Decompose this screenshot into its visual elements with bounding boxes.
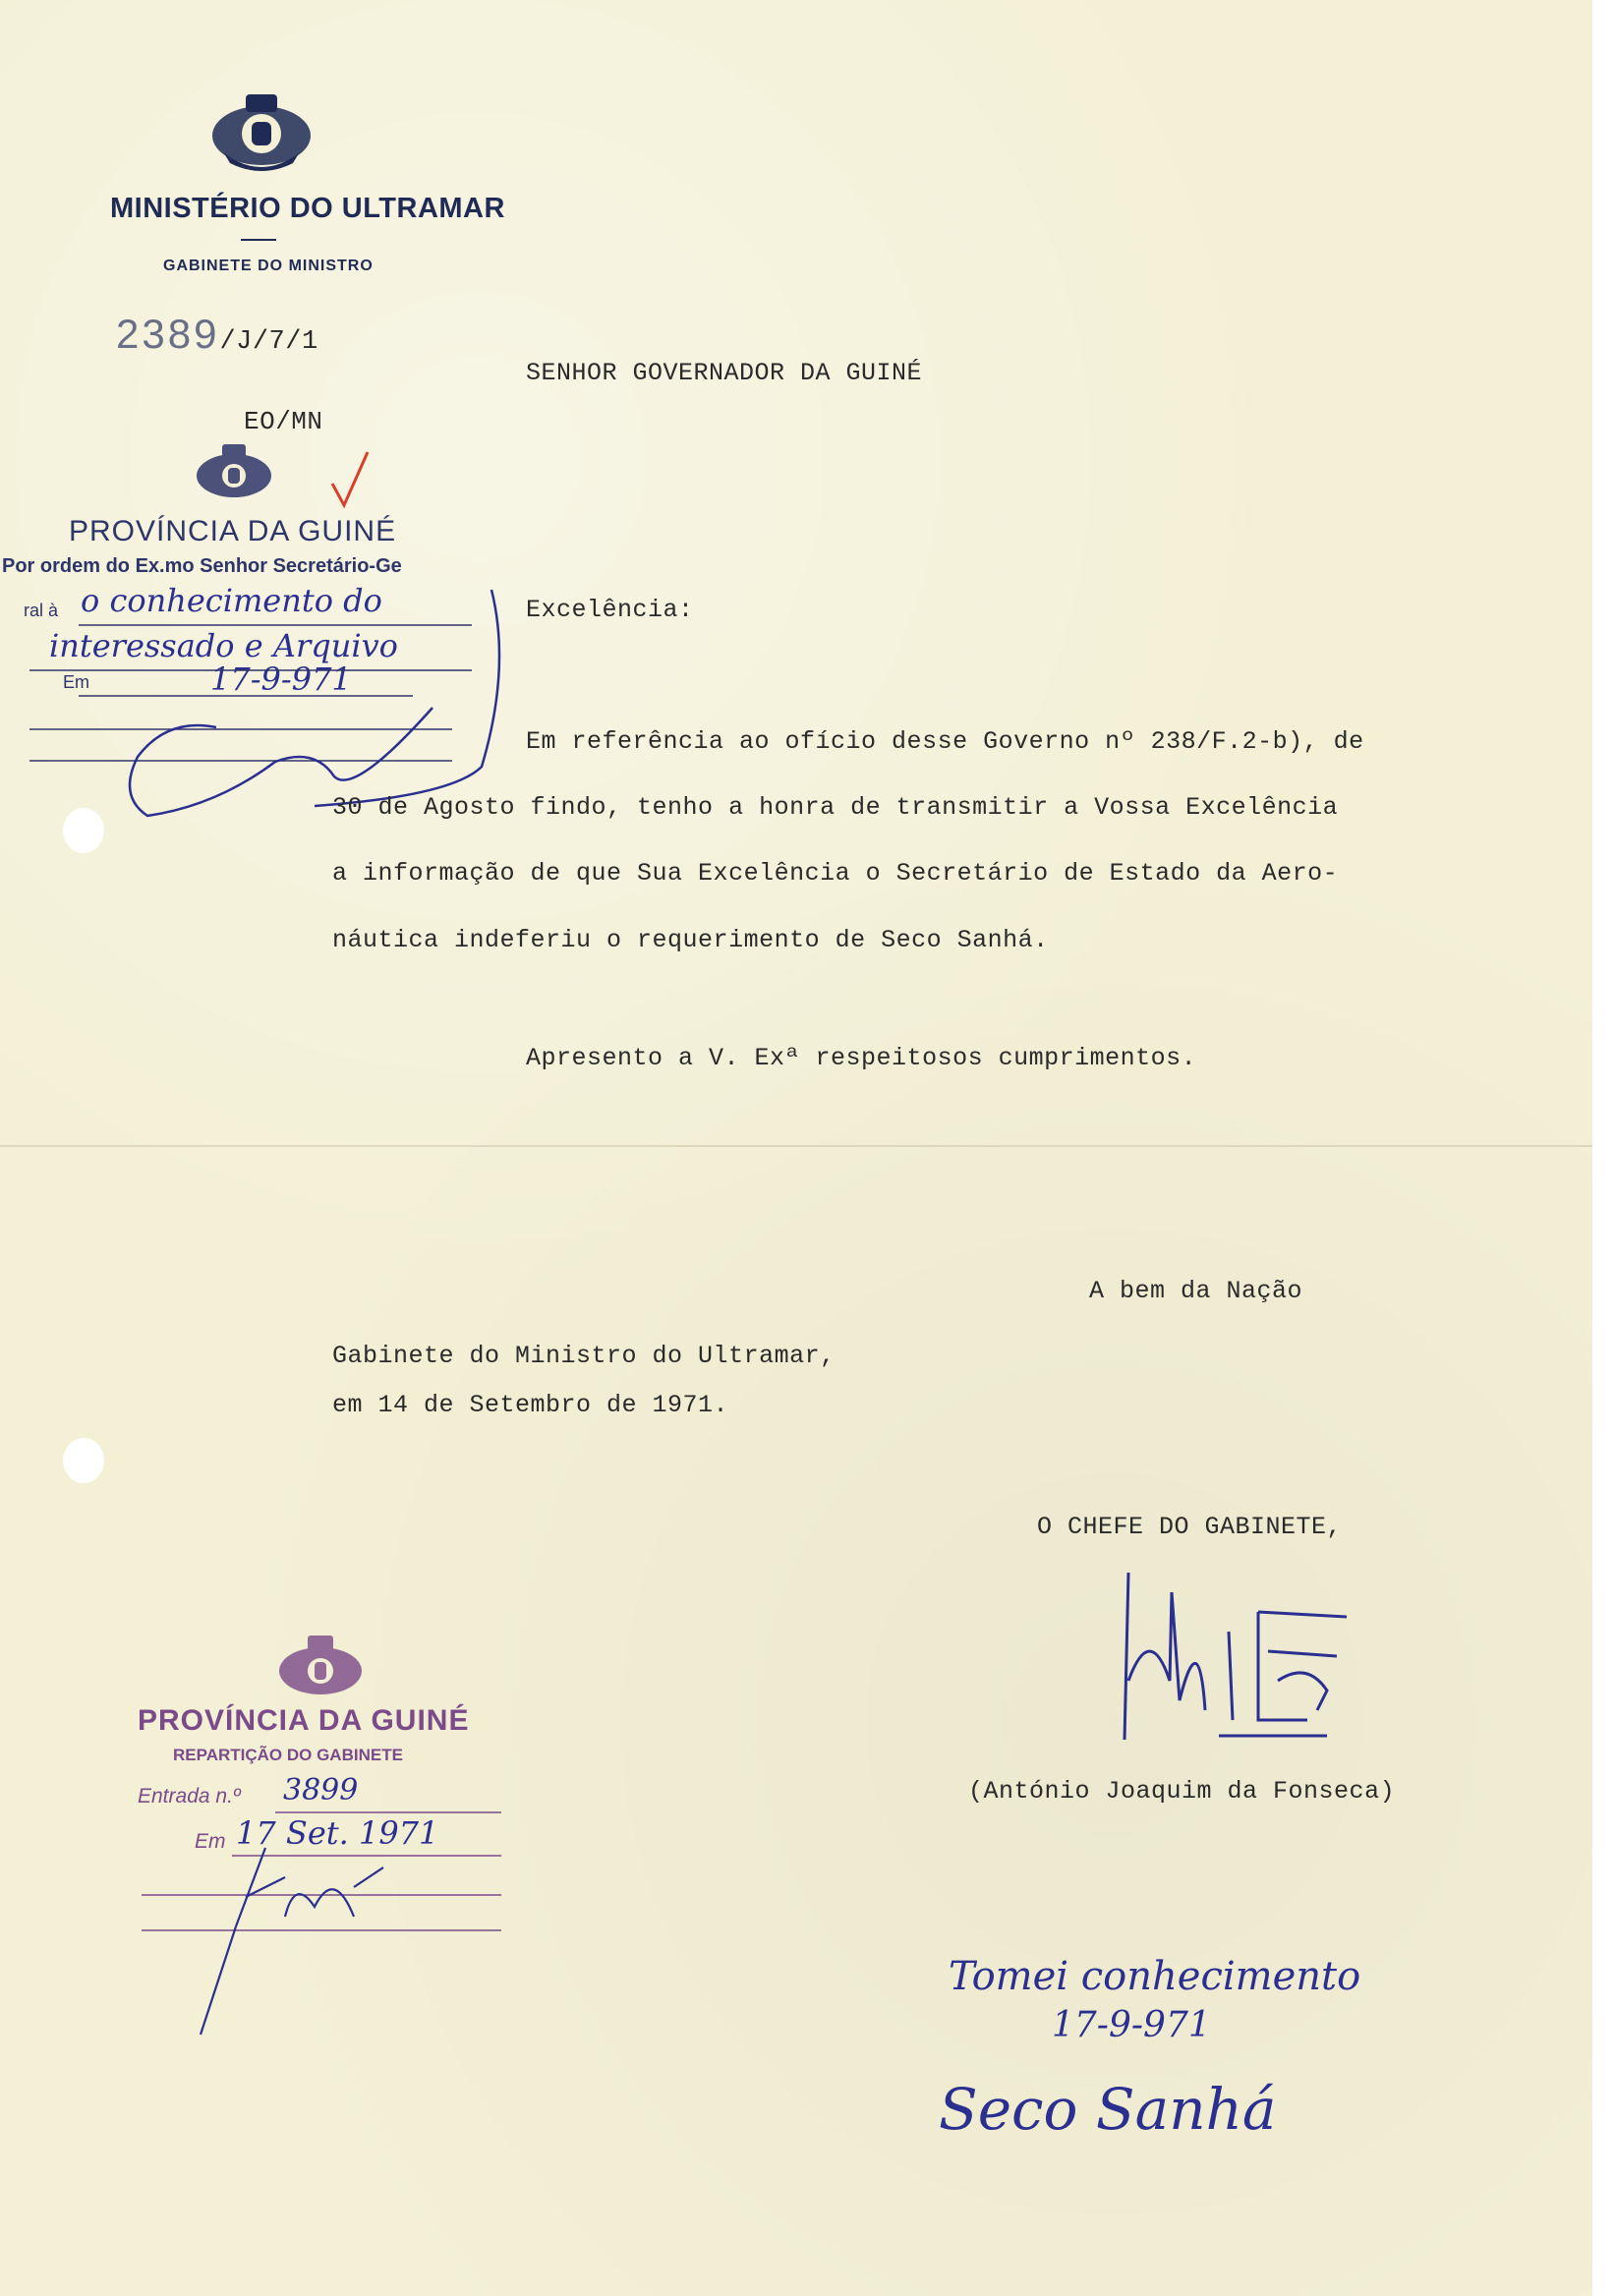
reference-number — [116, 311, 318, 358]
stamp-bottom-department: REPARTIÇÃO DO GABINETE — [173, 1746, 403, 1764]
stamp-bottom-crest-icon — [275, 1632, 366, 1700]
place-line-2: em 14 de Setembro de 1971. — [332, 1391, 729, 1419]
acknowledgment-date: 17-9-971 — [1052, 2005, 1211, 2045]
red-checkmark-icon — [330, 450, 370, 509]
ref-number-stamped: 2389 — [116, 311, 220, 357]
stamp-bottom-date-label: Em — [195, 1830, 226, 1853]
stamp-top-order-line: Por ordem do Ex.mo Senhor Secretário-Ge — [2, 555, 402, 577]
chief-signature — [1111, 1563, 1366, 1750]
coat-of-arms-icon — [204, 85, 318, 179]
handwritten-date-top: 17-9-971 — [210, 660, 352, 698]
handwritten-date-bottom: 17 Set. 1971 — [236, 1814, 439, 1852]
salutation: Excelência: — [526, 596, 694, 624]
ministry-name: MINISTÉRIO DO ULTRAMAR — [110, 193, 505, 224]
stamp-top-line2-prefix: ral à — [24, 601, 59, 620]
typist-initials: EO/MN — [244, 407, 323, 436]
stamp-bottom-province: PROVÍNCIA DA GUINÉ — [138, 1704, 470, 1737]
stamp-top-date-label: Em — [63, 672, 89, 692]
recipient-line: SENHOR GOVERNADOR DA GUINÉ — [526, 359, 923, 387]
page-fold — [0, 1145, 1592, 1147]
place-line-1: Gabinete do Ministro do Ultramar, — [332, 1342, 836, 1370]
entry-number: 3899 — [283, 1773, 359, 1808]
body-line-3: a informação de que Sua Excelência o Secretário de Estado da Aero- — [332, 859, 1339, 888]
body-line-2: 30 de Agosto findo, tenho a honra de transmitir a Vossa Excelência — [332, 793, 1339, 822]
handwritten-instruction-line2: interessado e Arquivo — [49, 627, 398, 664]
recipient-signature: Seco Sanhá — [939, 2076, 1277, 2143]
body-line-4: náutica indeferiu o requerimento de Seco Sanhá. — [332, 926, 1049, 954]
initials-scribble — [130, 590, 499, 816]
cabinet-name: GABINETE DO MINISTRO — [163, 258, 374, 274]
closing-line: Apresento a V. Exª respeitosos cumprimentos. — [526, 1044, 1197, 1072]
ref-suffix: /J/7/1 — [219, 327, 318, 357]
bottom-initials-scribble — [201, 1848, 383, 2035]
punch-hole-lower — [63, 1438, 104, 1483]
stamp-bottom-entry-label: Entrada n.º — [138, 1785, 241, 1808]
stamp-bottom-lines — [138, 1808, 511, 2044]
letterhead-divider — [241, 239, 276, 241]
body-line-1: Em referência ao ofício desse Governo nº 238/F.2-b), de — [526, 727, 1364, 756]
motto: A bem da Nação — [1089, 1277, 1303, 1305]
signatory-title: O CHEFE DO GABINETE, — [1037, 1513, 1343, 1541]
acknowledgment-line1: Tomei conhecimento — [949, 1954, 1361, 1999]
signatory-name: (António Joaquim da Fonseca) — [968, 1777, 1396, 1806]
handwritten-instruction-line1: o conhecimento do — [81, 582, 382, 619]
stamp-crest-icon — [193, 440, 275, 503]
stamp-top-province: PROVÍNCIA DA GUINÉ — [69, 515, 397, 547]
